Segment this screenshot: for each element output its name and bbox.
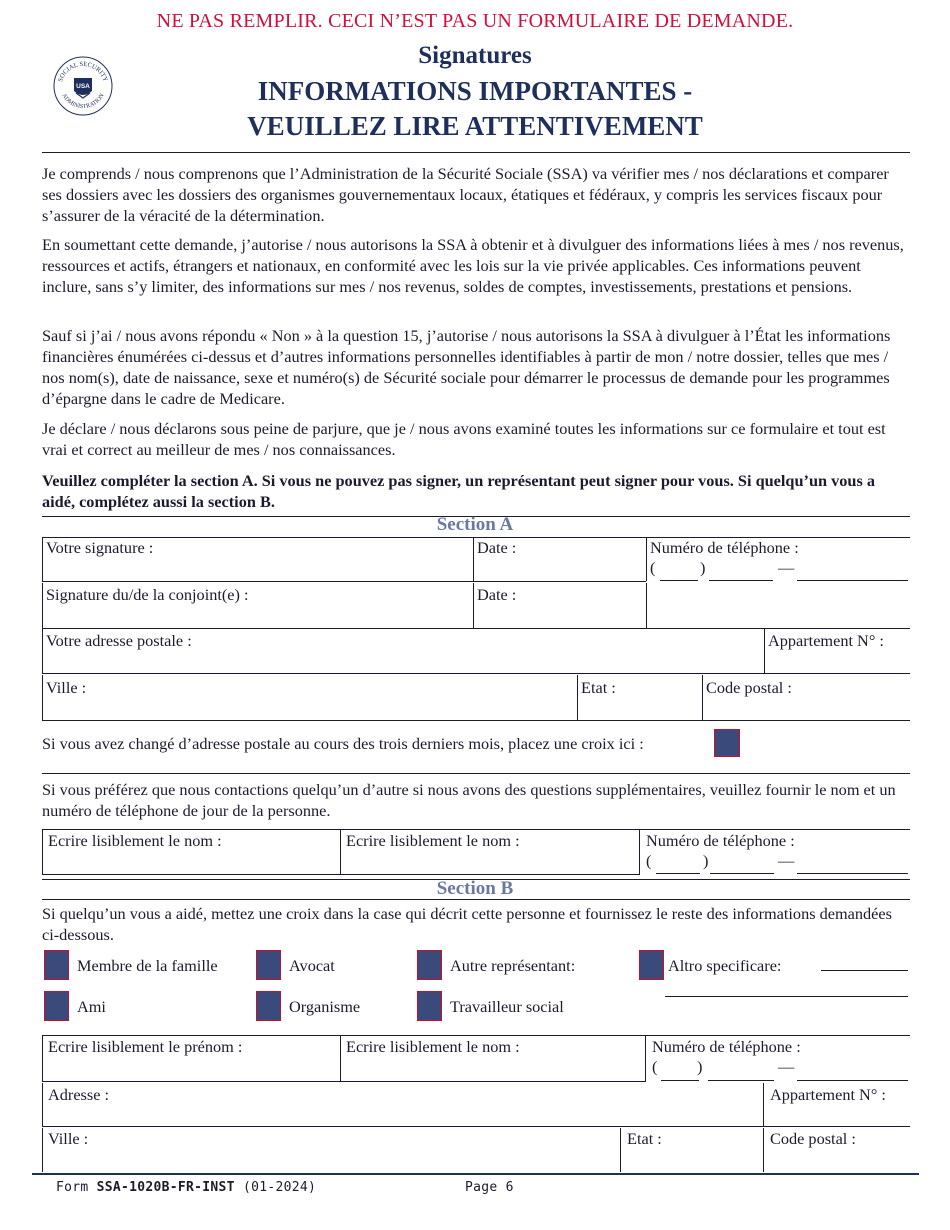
field-border xyxy=(340,829,341,874)
form-word: Form xyxy=(56,1180,89,1195)
page-subtitle-line1: INFORMATIONS IMPORTANTES - xyxy=(257,76,693,106)
contact-phone-number-field[interactable] xyxy=(797,873,908,874)
authorization-paragraph: En soumettant cette demande, j’autorise / nous autorisons la SSA à obtenir et à divulguer des informations liées à mes / nos revenus, ressources et actifs, étrangers et nationaux, en conformité avec les lois sur la vie privée applicables. Ces informations peuvent inclure, sans s’y limiter, des informations sur mes / nos revenus, soldes de comptes, investissements, prestations et pensions. xyxy=(42,235,904,296)
phone-area-code-field[interactable] xyxy=(660,580,698,581)
section-a-heading: Section A xyxy=(436,514,514,535)
field-border xyxy=(42,1083,43,1126)
field-border xyxy=(620,1128,621,1172)
friend-label: Ami xyxy=(77,997,106,1016)
phone-area-open: ( xyxy=(646,851,652,870)
field-border xyxy=(473,583,474,628)
contact-row-top xyxy=(42,829,910,830)
field-border xyxy=(646,583,647,628)
family-member-label: Membre de la famille xyxy=(77,956,218,975)
helper-name-field-bottom[interactable] xyxy=(42,1081,646,1082)
helper-phone-number-field[interactable] xyxy=(797,1080,908,1081)
form-number xyxy=(56,1180,316,1195)
verification-paragraph: Je comprends / nous comprenons que l’Administration de la Sécurité Sociale (SSA) va vérifier mes / nos déclarations et comparer ses dossiers avec les dossiers des organismes gouvernementaux locaux, étatiques et fédéraux, y compris les services fiscaux pour s’assurer de la véracité de la détermination. xyxy=(42,164,889,225)
field-border xyxy=(646,537,647,581)
lawyer-label: Avocat xyxy=(289,956,335,975)
field-border xyxy=(340,1035,341,1081)
field-border xyxy=(42,583,43,628)
helper-city-label: Ville : xyxy=(48,1129,89,1148)
form-id: SSA-1020B-FR-INST xyxy=(96,1180,235,1195)
helper-address-field-bottom[interactable] xyxy=(42,1126,910,1127)
page-subtitle-line2: VEUILLEZ LIRE ATTENTIVEMENT xyxy=(247,111,703,141)
field-border xyxy=(473,537,474,581)
helper-phone-label: Numéro de téléphone : xyxy=(652,1037,801,1056)
contact-phone-area-field[interactable] xyxy=(656,873,700,874)
field-border xyxy=(42,628,43,673)
field-border xyxy=(42,829,43,874)
page-number: Page 6 xyxy=(465,1180,514,1195)
date-label: Date : xyxy=(477,538,517,557)
city-label: Ville : xyxy=(46,678,87,697)
contact-name-2-label: Ecrire lisiblement le nom : xyxy=(346,831,520,850)
phone-number-field[interactable] xyxy=(797,580,908,581)
contact-name-field-bottom[interactable] xyxy=(42,874,640,875)
helper-state-label: Etat : xyxy=(627,1129,662,1148)
contact-phone-prefix-field[interactable] xyxy=(710,873,774,874)
mailing-address-field-bottom[interactable] xyxy=(42,673,910,674)
other-representative-checkbox[interactable] xyxy=(417,950,442,980)
address-change-label: Si vous avez changé d’adresse postale au cours des trois derniers mois, placez une croix ici : xyxy=(42,734,644,753)
helper-phone-prefix-field[interactable] xyxy=(708,1080,774,1081)
instruction-text: Veuillez compléter la section A. Si vous ne pouvez pas signer, un représentant peut signer pour vous. Si quelqu’un vous a aidé, complétez aussi la section B. xyxy=(42,471,876,511)
other-representative-label: Autre représentant: xyxy=(450,956,576,975)
perjury-paragraph: Je déclare / nous déclarons sous peine de parjure, que je / nous avons examiné toutes les informations sur ce formulaire et tout est vrai et correct au meilleur de mes / nos connaissances. xyxy=(42,419,886,459)
page-title: Signatures xyxy=(418,42,532,69)
field-border xyxy=(42,1035,43,1081)
spouse-signature-field-bottom[interactable] xyxy=(42,628,910,629)
field-border xyxy=(763,1083,764,1126)
friend-checkbox[interactable] xyxy=(44,991,69,1021)
spouse-date-label: Date : xyxy=(477,585,517,604)
field-border xyxy=(577,675,578,720)
organization-checkbox[interactable] xyxy=(256,991,281,1021)
section-b-intro: Si quelqu’un vous a aidé, mettez une croix dans la case qui décrit cette personne et fournissez le reste des informations demandées ci-dessous. xyxy=(42,904,892,944)
helper-zip-label: Code postal : xyxy=(770,1129,856,1148)
state-label: Etat : xyxy=(581,678,616,697)
helper-address-label: Adresse : xyxy=(48,1085,110,1104)
field-border xyxy=(763,1128,764,1172)
phone-prefix-field[interactable] xyxy=(709,580,773,581)
other-specify-field[interactable] xyxy=(821,970,908,971)
city-field-bottom[interactable] xyxy=(42,720,910,721)
organization-label: Organisme xyxy=(289,997,361,1016)
helper-first-name-label: Ecrire lisiblement le prénom : xyxy=(48,1037,243,1056)
phone-area-close: ) xyxy=(703,851,709,870)
signature-field-bottom[interactable] xyxy=(42,581,646,582)
social-worker-checkbox[interactable] xyxy=(417,991,442,1021)
svg-text:USA: USA xyxy=(76,83,90,90)
phone-area-close: ) xyxy=(700,558,706,577)
helper-apartment-label: Appartement N° : xyxy=(770,1085,886,1104)
mailing-address-label: Votre adresse postale : xyxy=(46,631,192,650)
do-not-fill-warning: NE PAS REMPLIR. CECI N’EST PAS UN FORMULAIRE DE DEMANDE. xyxy=(156,10,794,32)
contact-name-label: Ecrire lisiblement le nom : xyxy=(48,831,222,850)
phone-label: Numéro de téléphone : xyxy=(650,538,799,557)
zip-label: Code postal : xyxy=(706,678,792,697)
phone-area-close: ) xyxy=(697,1057,703,1076)
your-signature-label: Votre signature : xyxy=(46,538,154,557)
contact-divider xyxy=(42,773,910,774)
field-border xyxy=(639,829,640,874)
address-change-checkbox[interactable] xyxy=(714,729,740,757)
phone-area-open: ( xyxy=(650,558,656,577)
field-border xyxy=(702,675,703,720)
title-divider xyxy=(42,152,910,153)
svg-text:SOCIAL SECURITY: SOCIAL SECURITY xyxy=(57,60,109,83)
other-specify-checkbox[interactable] xyxy=(639,950,664,980)
field-border xyxy=(42,1128,43,1172)
field-border xyxy=(764,628,765,673)
phone-dash: — xyxy=(778,558,795,577)
section-b-header-rule xyxy=(42,899,910,900)
section-b-heading: Section B xyxy=(436,878,514,899)
other-specify-label: Altro specificare: xyxy=(668,956,782,975)
contact-instruction: Si vous préférez que nous contactions quelqu’un d’autre si nous avons des questions supplémentaires, veuillez fournir le nom et un numéro de téléphone de jour de la personne. xyxy=(42,780,896,820)
helper-phone-area-field[interactable] xyxy=(661,1080,699,1081)
field-border xyxy=(42,675,43,720)
social-worker-label: Travailleur social xyxy=(450,997,564,1016)
helper-row-top xyxy=(42,1035,910,1036)
spouse-signature-label: Signature du/de la conjoint(e) : xyxy=(46,585,249,604)
family-member-checkbox[interactable] xyxy=(44,950,69,980)
field-border xyxy=(42,537,43,581)
contact-phone-label: Numéro de téléphone : xyxy=(646,831,795,850)
field-border xyxy=(645,1035,646,1081)
helper-last-name-label: Ecrire lisiblement le nom : xyxy=(346,1037,520,1056)
phone-dash: — xyxy=(778,851,795,870)
form-date: (01-2024) xyxy=(242,1180,317,1195)
state-disclosure-paragraph: Sauf si j’ai / nous avons répondu « Non » à la question 15, j’autorise / nous autorisons la SSA à divulguer à l’État les informations financières énumérées ci-dessus et d’autres informations personnelles identifiables à partir de mon / notre dossier, telles que mes / nos nom(s), date de naissance, sexe et numéro(s) de Sécurité sociale pour démarrer le processus de demande pour les programmes d’épargne dans le cadre de Medicare. xyxy=(42,326,891,408)
apartment-label: Appartement N° : xyxy=(768,631,884,650)
other-specify-field-line2[interactable] xyxy=(665,996,908,997)
footer-rule xyxy=(32,1173,919,1175)
phone-dash: — xyxy=(778,1057,795,1076)
phone-area-open: ( xyxy=(652,1057,658,1076)
lawyer-checkbox[interactable] xyxy=(256,950,281,980)
svg-text:ADMINISTRATION: ADMINISTRATION xyxy=(60,92,106,111)
